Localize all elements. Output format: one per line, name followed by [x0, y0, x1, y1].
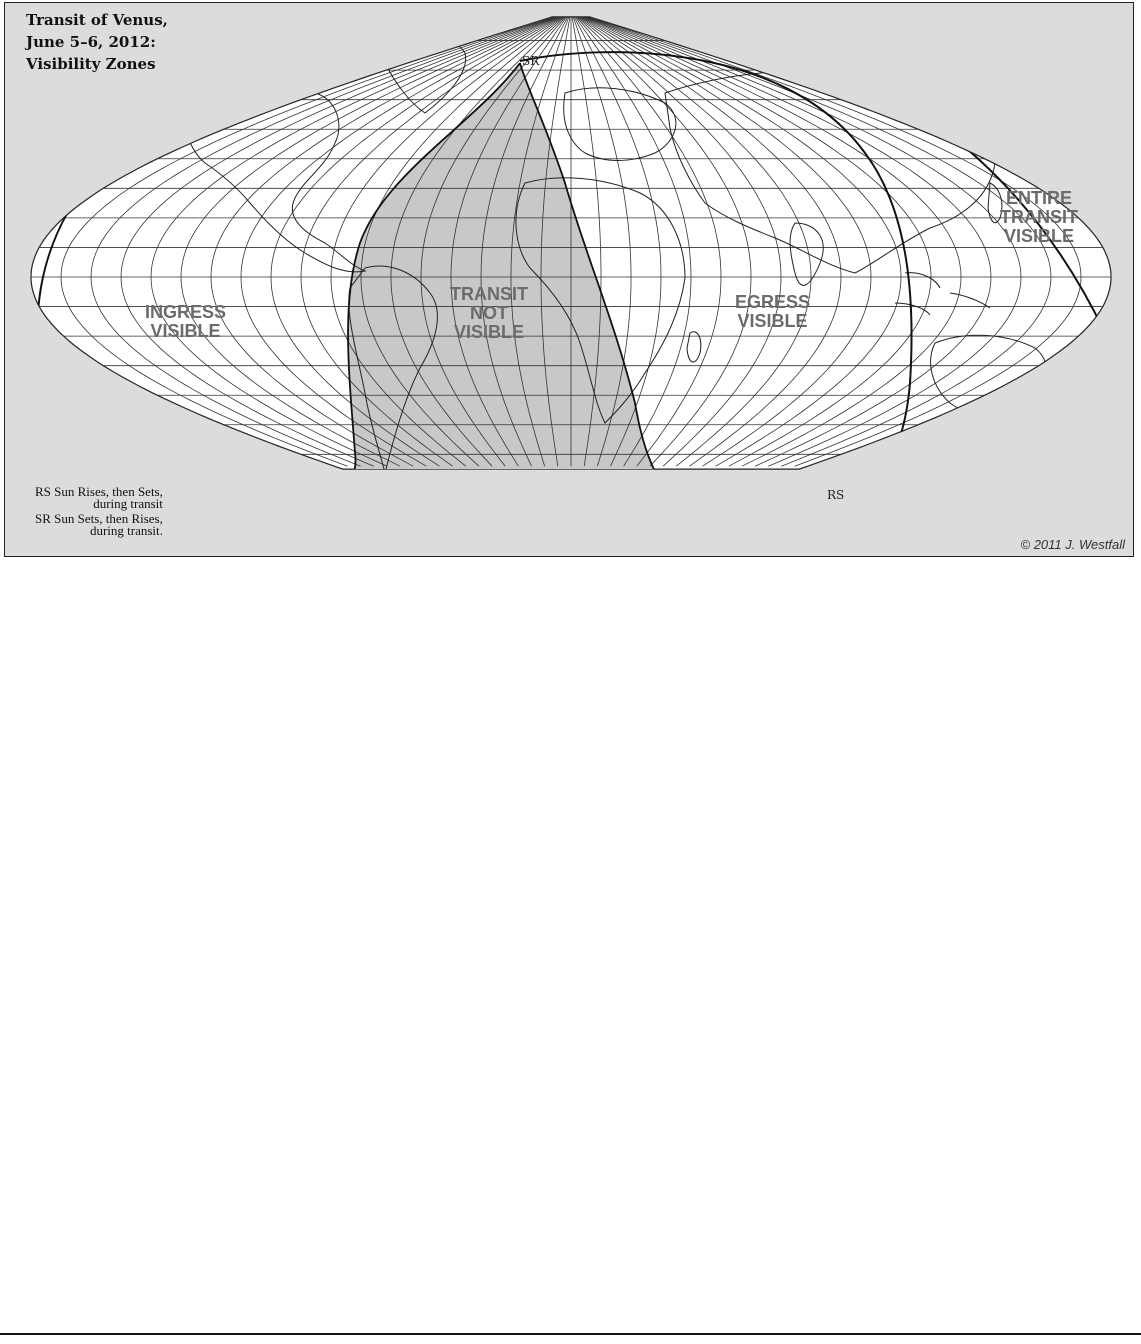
egress-label-line-2: VISIBLE — [737, 311, 808, 331]
antarctica-outline — [305, 497, 855, 512]
copyright-credit: © 2011 J. Westfall — [1020, 537, 1125, 552]
egress-visible-label — [735, 293, 810, 331]
new-zealand-outline — [1065, 423, 1072, 451]
page-bottom-rule — [0, 1333, 1141, 1335]
entire-transit-visible-label — [1000, 189, 1078, 246]
ingress-label-line-1: INGRESS — [145, 302, 227, 322]
not-visible-label-line-1: TRANSIT — [450, 284, 528, 304]
legend-rs-code: RS — [35, 484, 51, 499]
legend-rs-text-2: during transit — [93, 496, 163, 511]
rs-marker: RS — [827, 488, 845, 502]
map-title-line-2: June 5–6, 2012: — [26, 33, 156, 51]
transit-not-visible-label — [450, 285, 528, 342]
legend-rs-text: Sun Rises, then Sets, — [54, 484, 163, 499]
entire-label-line-2: TRANSIT — [1000, 207, 1078, 227]
legend-rs — [35, 486, 163, 510]
ingress-label-line-2: VISIBLE — [150, 321, 221, 341]
legend-sr-text: Sun Sets, then Rises, — [54, 511, 163, 526]
entire-label-line-1: ENTIRE — [1005, 188, 1072, 208]
sr-marker: SR — [522, 54, 540, 68]
map-title-line-1: Transit of Venus, — [26, 11, 168, 29]
legend-sr-text-2: during transit. — [89, 523, 163, 538]
world-map — [5, 3, 1132, 555]
map-panel — [4, 2, 1134, 557]
legend-sr — [35, 513, 163, 537]
entire-label-line-3: VISIBLE — [1003, 226, 1074, 246]
map-title-line-3: Visibility Zones — [26, 55, 156, 73]
ingress-visible-label — [145, 303, 226, 341]
not-visible-label-line-3: VISIBLE — [453, 322, 524, 342]
egress-label-line-1: EGRESS — [735, 292, 811, 312]
legend-sr-code: SR — [35, 511, 51, 526]
not-visible-label-line-2: NOT — [470, 303, 508, 323]
